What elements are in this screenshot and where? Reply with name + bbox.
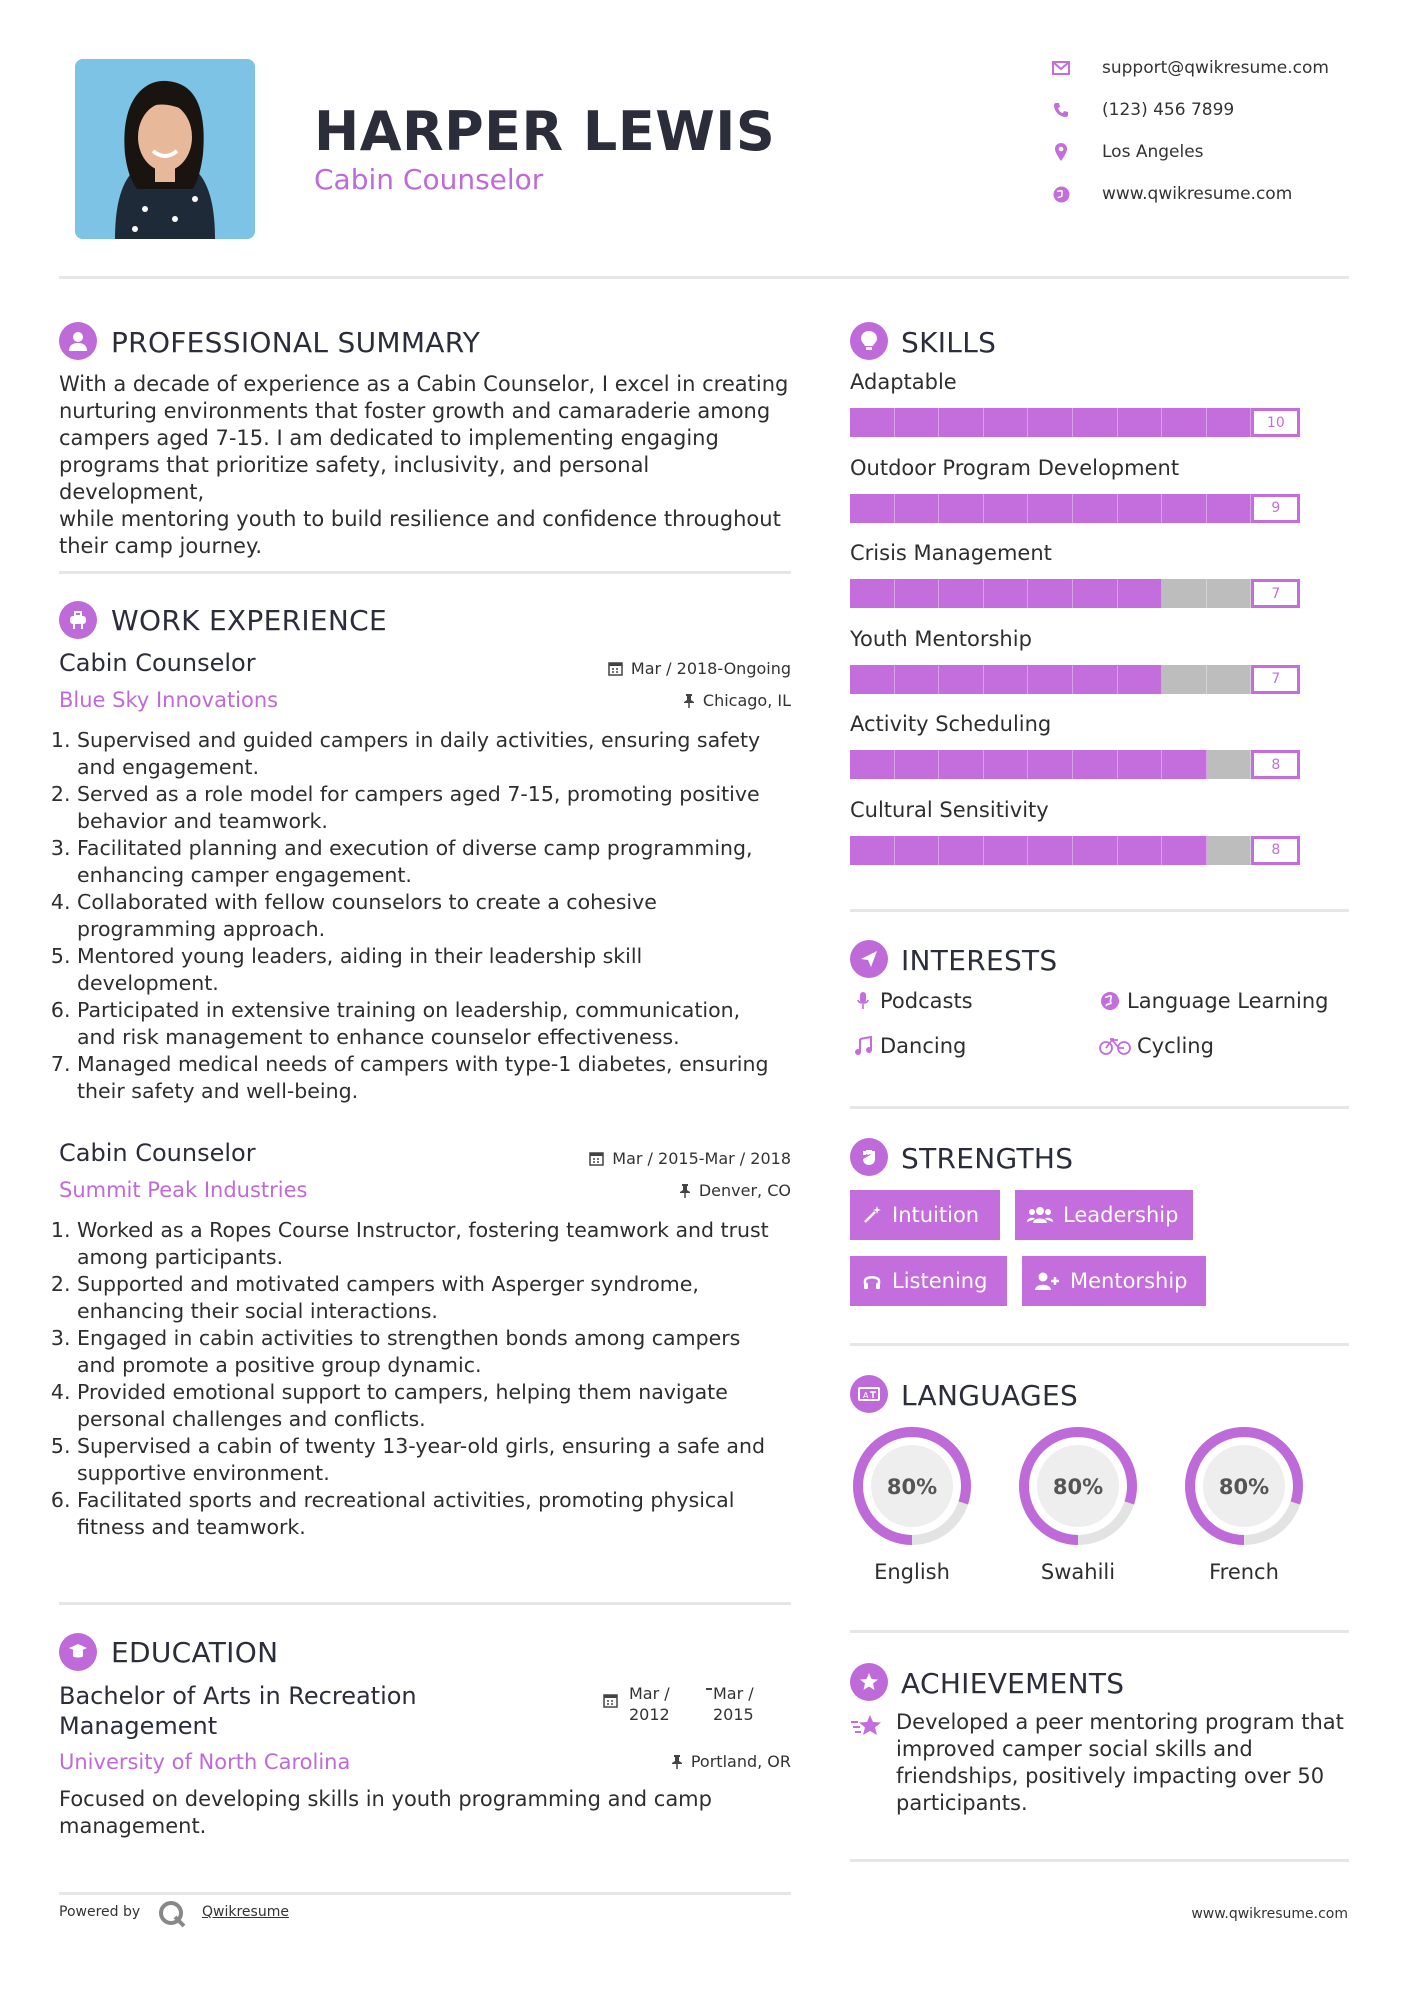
qwikresume-link[interactable]: Qwikresume: [202, 1904, 289, 1920]
skill-segment: [895, 665, 940, 694]
skill-level-number: 10: [1251, 408, 1300, 437]
work-divider: [59, 1602, 791, 1605]
summary-line: nurturing environments that foster growth and camaraderie among: [59, 399, 771, 423]
skill-segment: [895, 579, 940, 608]
education-divider: [59, 1892, 791, 1895]
language-icon: [850, 1375, 888, 1413]
pushpin-icon: [683, 693, 695, 708]
skill-segment: [1118, 665, 1163, 694]
headphones-icon: [862, 1271, 882, 1291]
globe-icon: [1097, 991, 1123, 1011]
interest-label: Podcasts: [880, 989, 973, 1013]
strength-label: Mentorship: [1070, 1269, 1188, 1293]
interest-item: [1097, 1034, 1214, 1058]
education-description: Focused on developing skills in youth programming and camp management.: [59, 1787, 712, 1838]
education-heading: EDUCATION: [111, 1636, 279, 1669]
list-item: 5. Mentored young leaders, aiding in their leadership skill development.: [77, 943, 799, 997]
powered-by-label: Powered by: [59, 1904, 141, 1920]
languages-heading: LANGUAGES: [901, 1379, 1079, 1412]
skill-segment: [1207, 579, 1252, 608]
paper-plane-icon: [850, 940, 888, 978]
interest-item: [850, 1034, 966, 1058]
language-progress-ring: [850, 1424, 974, 1548]
strength-tag-leadership: [1015, 1190, 1193, 1240]
strengths-heading: STRENGTHS: [901, 1142, 1074, 1175]
fist-icon: [850, 1138, 888, 1176]
skill-level-number: 7: [1251, 579, 1300, 608]
interest-label: Language Learning: [1127, 989, 1329, 1013]
skill-segment: [939, 494, 984, 523]
header-divider: [59, 276, 1349, 279]
language-name: Swahili: [1040, 1560, 1116, 1584]
skill-segment: [1118, 579, 1163, 608]
skill-segment: [939, 408, 984, 437]
achievement-text: Developed a peer mentoring program that improved camper social skills and friendships, positively impacting over 50 participants.: [896, 1710, 1344, 1815]
skill-segment: [939, 579, 984, 608]
job-title: Cabin Counselor: [59, 649, 256, 677]
skill-label: Outdoor Program Development: [850, 455, 1180, 480]
skill-segment: [895, 750, 940, 779]
skill-segment: [850, 494, 895, 523]
skill-label: Activity Scheduling: [850, 712, 1052, 736]
calendar-icon: [589, 1151, 604, 1166]
date-separator: [706, 1688, 712, 1690]
list-item: 5. Supervised a cabin of twenty 13-year-old girls, ensuring a safe and supportive environment.: [77, 1433, 799, 1487]
skill-segment: [1207, 665, 1252, 694]
calendar-icon: [603, 1693, 618, 1712]
skill-level-bar: [850, 408, 1300, 437]
skill-segment: [1207, 408, 1252, 437]
skill-segment: [1028, 836, 1073, 865]
skill-segment: [1118, 408, 1163, 437]
summary-line: campers aged 7-15. I am dedicated to implementing engaging: [59, 426, 719, 450]
list-item: 6. Facilitated sports and recreational activities, promoting physical fitness and teamwork.: [77, 1487, 799, 1541]
job-dates: [608, 659, 791, 678]
skill-segment: [1162, 408, 1207, 437]
skill-segment: [1162, 494, 1207, 523]
language-progress-ring: [1182, 1424, 1306, 1548]
skill-level-bar: [850, 665, 1300, 694]
skill-label: Cultural Sensitivity: [850, 797, 1049, 822]
group-icon: [1027, 1205, 1053, 1225]
strengths-divider: [850, 1343, 1349, 1346]
skill-segment: [1207, 750, 1252, 779]
strength-tag-mentorship: [1022, 1256, 1206, 1306]
summary-text: [59, 371, 799, 560]
skill-label: Crisis Management: [850, 541, 1052, 565]
contact-location: [1050, 142, 1204, 162]
achievements-heading: ACHIEVEMENTS: [901, 1667, 1125, 1700]
skill-segment: [895, 408, 940, 437]
list-item: 3. Engaged in cabin activities to strengthen bonds among campers and promote a positive group dynamic.: [77, 1325, 799, 1379]
list-item: 6. Participated in extensive training on leadership, communication, and risk management to enhance counselor effectiveness.: [77, 997, 799, 1051]
list-item: 4. Collaborated with fellow counselors to create a cohesive programming approach.: [77, 889, 799, 943]
skill-segment: [1118, 750, 1163, 779]
skill-segment: [1073, 836, 1118, 865]
candidate-name: HARPER LEWIS: [314, 100, 776, 163]
contact-website-text: www.qwikresume.com: [1102, 184, 1293, 204]
skill-segment: [984, 579, 1029, 608]
briefcase-icon: [59, 601, 97, 639]
skill-segment: [1162, 665, 1207, 694]
skill-segment: [984, 494, 1029, 523]
list-item: 2. Supported and motivated campers with Asperger syndrome, enhancing their social interactions.: [77, 1271, 799, 1325]
contact-phone[interactable]: [1050, 100, 1234, 120]
skill-level-number: 8: [1251, 836, 1300, 865]
education-location: [671, 1752, 791, 1771]
skill-segment: [984, 665, 1029, 694]
phone-icon: [1050, 100, 1072, 120]
strength-label: Leadership: [1063, 1203, 1179, 1227]
globe-icon: [1050, 184, 1072, 204]
skill-segment: [1073, 665, 1118, 694]
strength-tag-intuition: [850, 1190, 1000, 1240]
skill-segment: [850, 579, 895, 608]
list-item: 2. Served as a role model for campers aged 7-15, promoting positive behavior and teamwork.: [77, 781, 799, 835]
envelope-icon: [1050, 58, 1072, 78]
job-location: [679, 1181, 791, 1200]
skill-label: Adaptable: [850, 370, 957, 394]
skills-heading: SKILLS: [901, 326, 997, 359]
interests-heading: INTERESTS: [901, 944, 1058, 977]
summary-heading: PROFESSIONAL SUMMARY: [111, 326, 481, 359]
job-company: Summit Peak Industries: [59, 1178, 308, 1202]
summary-divider: [59, 571, 791, 574]
language-name: English: [874, 1560, 950, 1584]
languages-divider: [850, 1630, 1349, 1633]
profile-photo: [75, 59, 255, 239]
skill-segment: [1162, 579, 1207, 608]
skill-segment: [1207, 836, 1252, 865]
summary-line: programs that prioritize safety, inclusivity, and personal development,: [59, 453, 650, 504]
skill-level-bar: [850, 579, 1300, 608]
skill-segment: [1028, 494, 1073, 523]
skill-segment: [895, 494, 940, 523]
skill-segment: [1162, 750, 1207, 779]
summary-line: their camp journey.: [59, 534, 263, 558]
skill-segment: [1073, 408, 1118, 437]
user-icon: [59, 322, 97, 360]
skill-segment: [939, 665, 984, 694]
job-dates-text: Mar / 2018-Ongoing: [630, 659, 791, 678]
strength-label: Listening: [892, 1269, 988, 1293]
job-duties-list: [59, 1217, 799, 1541]
education-end-date: Mar / 2015: [713, 1684, 754, 1724]
contact-phone-text: (123) 456 7899: [1102, 100, 1235, 120]
language-percent: 80%: [886, 1475, 938, 1499]
skill-segment: [850, 836, 895, 865]
svg-text:A: A: [863, 1391, 869, 1400]
skill-segment: [1028, 579, 1073, 608]
education-start-date: Mar / 2012: [629, 1684, 670, 1724]
achievements-divider: [850, 1859, 1349, 1862]
pushpin-icon: [679, 1183, 691, 1198]
pushpin-icon: [671, 1754, 683, 1769]
skill-segment: [1207, 494, 1252, 523]
job-dates-text: Mar / 2015-Mar / 2018: [612, 1149, 791, 1168]
microphone-icon: [850, 991, 876, 1011]
skill-segment: [1028, 408, 1073, 437]
skill-segment: [939, 836, 984, 865]
skill-segment: [1162, 836, 1207, 865]
education-location-text: Portland, OR: [690, 1752, 791, 1771]
interest-label: Cycling: [1137, 1034, 1214, 1058]
language-progress-ring: [1016, 1424, 1140, 1548]
map-pin-icon: [1050, 142, 1072, 162]
skill-segment: [1073, 579, 1118, 608]
job-location-text: Chicago, IL: [702, 691, 791, 710]
degree-line: Bachelor of Arts in Recreation: [59, 1682, 417, 1710]
interest-item: [850, 989, 973, 1013]
skill-segment: [984, 750, 1029, 779]
skill-level-number: 7: [1251, 665, 1300, 694]
skill-segment: [850, 408, 895, 437]
magic-wand-icon: [862, 1205, 882, 1225]
list-item: 4. Provided emotional support to campers, helping them navigate personal challenges and conflicts.: [77, 1379, 799, 1433]
skill-segment: [1073, 494, 1118, 523]
job-location: [683, 691, 791, 710]
job-location-text: Denver, CO: [698, 1181, 791, 1200]
star-badge-icon: [850, 1663, 888, 1701]
skill-segment: [850, 665, 895, 694]
skill-level-number: 9: [1251, 494, 1300, 523]
summary-line: while mentoring youth to build resilience and confidence throughout: [59, 507, 781, 531]
contact-email-text: support@qwikresume.com: [1102, 58, 1329, 78]
job-dates: [589, 1149, 791, 1168]
skill-segment: [1028, 750, 1073, 779]
star-icon: [850, 1712, 884, 1744]
list-item: 3. Facilitated planning and execution of diverse camp programming, enhancing camper engagement.: [77, 835, 799, 889]
school-name: University of North Carolina: [59, 1750, 351, 1774]
work-heading: WORK EXPERIENCE: [111, 604, 387, 637]
music-icon: [850, 1036, 876, 1056]
contact-email[interactable]: [1050, 58, 1329, 78]
lightbulb-icon: [850, 322, 888, 360]
skill-segment: [1028, 665, 1073, 694]
skill-level-bar: [850, 494, 1300, 523]
skill-label: Youth Mentorship: [850, 626, 1032, 651]
footer-website[interactable]: www.qwikresume.com: [1191, 1906, 1348, 1922]
list-item: 7. Managed medical needs of campers with type-1 diabetes, ensuring their safety and well-being.: [77, 1051, 799, 1105]
list-item: 1. Supervised and guided campers in daily activities, ensuring safety and engagement.: [77, 727, 799, 781]
interest-label: Dancing: [880, 1034, 967, 1058]
summary-line: With a decade of experience as a Cabin Counselor, I excel in creating: [59, 372, 789, 396]
bicycle-icon: [1097, 1037, 1133, 1055]
skill-segment: [984, 836, 1029, 865]
job-duties-list: [59, 727, 799, 1105]
skill-level-bar: [850, 836, 1300, 865]
strength-label: Intuition: [892, 1203, 980, 1227]
job-company: Blue Sky Innovations: [59, 688, 279, 712]
skills-divider: [850, 909, 1349, 912]
graduation-icon: [59, 1633, 97, 1671]
skill-segment: [895, 836, 940, 865]
skill-segment: [1073, 750, 1118, 779]
skill-segment: [850, 750, 895, 779]
language-name: French: [1209, 1560, 1279, 1584]
language-percent: 80%: [1052, 1475, 1104, 1499]
user-plus-icon: [1034, 1271, 1060, 1291]
interest-item: [1097, 989, 1328, 1013]
skill-segment: [984, 408, 1029, 437]
candidate-title: Cabin Counselor: [314, 163, 544, 196]
contact-website[interactable]: [1050, 184, 1292, 204]
degree-title: [59, 1681, 417, 1741]
strength-tag-listening: [850, 1256, 1007, 1306]
skill-level-number: 8: [1251, 750, 1300, 779]
contact-location-text: Los Angeles: [1102, 142, 1204, 162]
language-percent: 80%: [1218, 1475, 1270, 1499]
skill-segment: [939, 750, 984, 779]
skill-segment: [1118, 836, 1163, 865]
job-title: Cabin Counselor: [59, 1139, 256, 1167]
degree-line: Management: [59, 1712, 218, 1740]
interests-divider: [850, 1106, 1349, 1109]
list-item: 1. Worked as a Ropes Course Instructor, fostering teamwork and trust among participants.: [77, 1217, 799, 1271]
skill-level-bar: [850, 750, 1300, 779]
calendar-icon: [608, 661, 623, 676]
qwikresume-logo-icon: [157, 1899, 187, 1933]
skill-segment: [1118, 494, 1163, 523]
